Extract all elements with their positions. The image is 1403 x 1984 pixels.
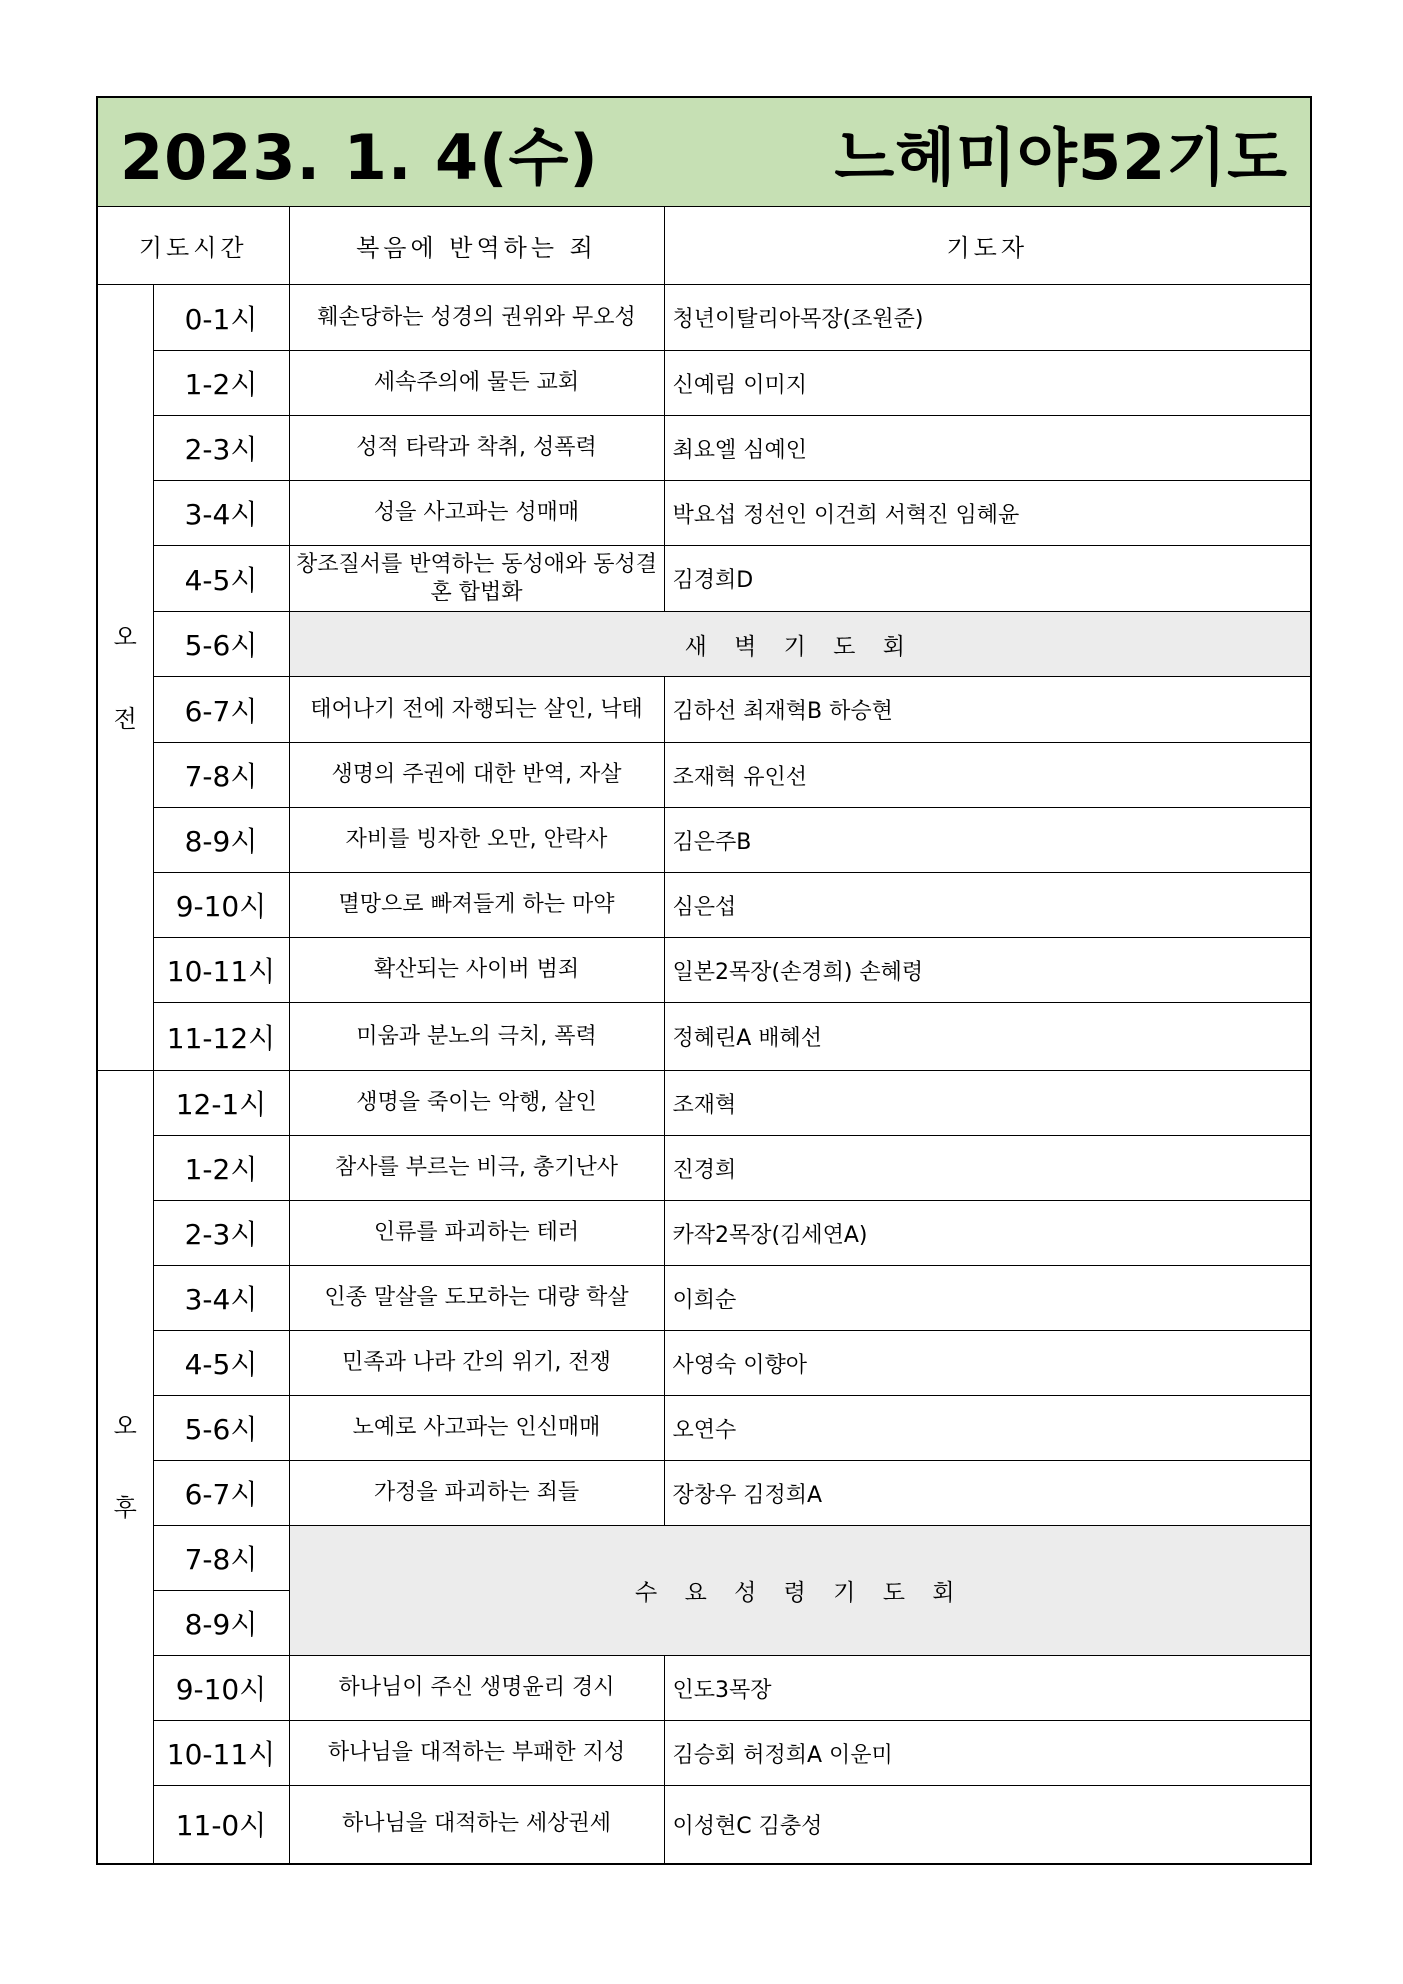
prayer-cell: 정혜린A 배혜선	[664, 1003, 1311, 1071]
time-cell: 11-12시	[153, 1003, 289, 1071]
sin-cell: 참사를 부르는 비극, 총기난사	[289, 1136, 664, 1201]
sin-cell: 자비를 빙자한 오만, 안락사	[289, 808, 664, 873]
sin-cell: 노예로 사고파는 인신매매	[289, 1396, 664, 1461]
time-cell: 11-0시	[153, 1786, 289, 1864]
period-char: 오	[113, 1411, 137, 1440]
sin-cell: 생명을 죽이는 악행, 살인	[289, 1071, 664, 1136]
schedule-row	[97, 1136, 1311, 1201]
schedule-row	[97, 938, 1311, 1003]
prayer-cell: 장창우 김정희A	[664, 1461, 1311, 1526]
sin-cell: 민족과 나라 간의 위기, 전쟁	[289, 1331, 664, 1396]
schedule-row	[97, 743, 1311, 808]
event-cell: 수 요 성 령 기 도 회	[289, 1526, 1311, 1656]
schedule-row	[97, 285, 1311, 351]
time-cell: 1-2시	[153, 351, 289, 416]
prayer-cell: 청년이탈리아목장(조원준)	[664, 285, 1311, 351]
time-cell: 9-10시	[153, 1656, 289, 1721]
prayer-cell: 김승회 허정희A 이운미	[664, 1721, 1311, 1786]
schedule-row	[97, 1526, 1311, 1591]
schedule-row	[97, 612, 1311, 677]
time-cell: 10-11시	[153, 1721, 289, 1786]
sin-cell: 성을 사고파는 성매매	[289, 481, 664, 546]
time-cell: 8-9시	[153, 1591, 289, 1656]
time-cell: 7-8시	[153, 1526, 289, 1591]
title-cell	[97, 97, 1311, 207]
time-cell: 7-8시	[153, 743, 289, 808]
time-cell: 6-7시	[153, 1461, 289, 1526]
sin-cell: 생명의 주권에 대한 반역, 자살	[289, 743, 664, 808]
prayer-cell: 오연수	[664, 1396, 1311, 1461]
header-row	[97, 207, 1311, 285]
prayer-cell: 카작2목장(김세연A)	[664, 1201, 1311, 1266]
title-row	[97, 97, 1311, 207]
sin-cell: 미움과 분노의 극치, 폭력	[289, 1003, 664, 1071]
schedule-row	[97, 1201, 1311, 1266]
time-cell: 2-3시	[153, 1201, 289, 1266]
prayer-cell: 김은주B	[664, 808, 1311, 873]
sin-cell: 하나님이 주신 생명윤리 경시	[289, 1656, 664, 1721]
time-cell: 4-5시	[153, 1331, 289, 1396]
time-cell: 12-1시	[153, 1071, 289, 1136]
time-cell: 0-1시	[153, 285, 289, 351]
header-sin: 복음에 반역하는 죄	[289, 207, 664, 285]
schedule-row	[97, 1786, 1311, 1864]
schedule-row	[97, 481, 1311, 546]
schedule-row	[97, 1331, 1311, 1396]
title-name: 느헤미야52기도	[834, 120, 1289, 194]
time-cell: 8-9시	[153, 808, 289, 873]
time-cell: 1-2시	[153, 1136, 289, 1201]
prayer-cell: 심은섭	[664, 873, 1311, 938]
sin-cell: 하나님을 대적하는 부패한 지성	[289, 1721, 664, 1786]
time-cell: 3-4시	[153, 1266, 289, 1331]
sin-cell: 태어나기 전에 자행되는 살인, 낙태	[289, 677, 664, 743]
header-prayer: 기도자	[664, 207, 1311, 285]
event-cell: 새 벽 기 도 회	[289, 612, 1311, 677]
title-date: 2023. 1. 4(수)	[120, 120, 599, 194]
sin-cell: 가정을 파괴하는 죄들	[289, 1461, 664, 1526]
prayer-cell: 조재혁	[664, 1071, 1311, 1136]
schedule-row	[97, 546, 1311, 612]
prayer-cell: 조재혁 유인선	[664, 743, 1311, 808]
sin-cell: 인종 말살을 도모하는 대량 학살	[289, 1266, 664, 1331]
schedule-row	[97, 873, 1311, 938]
time-cell: 3-4시	[153, 481, 289, 546]
prayer-cell: 신예림 이미지	[664, 351, 1311, 416]
sin-cell: 하나님을 대적하는 세상권세	[289, 1786, 664, 1864]
time-cell: 4-5시	[153, 546, 289, 612]
sin-cell: 창조질서를 반역하는 동성애와 동성결혼 합법화	[289, 546, 664, 612]
period-char: 전	[113, 704, 137, 733]
prayer-cell: 진경희	[664, 1136, 1311, 1201]
period-label-pm	[97, 1071, 153, 1864]
schedule-row	[97, 808, 1311, 873]
schedule-row	[97, 351, 1311, 416]
prayer-cell: 일본2목장(손경희) 손혜령	[664, 938, 1311, 1003]
prayer-cell: 박요섭 정선인 이건희 서혁진 임혜윤	[664, 481, 1311, 546]
time-cell: 6-7시	[153, 677, 289, 743]
period-label-am	[97, 285, 153, 1071]
schedule-row	[97, 1003, 1311, 1071]
time-cell: 5-6시	[153, 1396, 289, 1461]
sin-cell: 멸망으로 빠져들게 하는 마약	[289, 873, 664, 938]
time-cell: 10-11시	[153, 938, 289, 1003]
prayer-cell: 김하선 최재혁B 하승현	[664, 677, 1311, 743]
header-time: 기도시간	[97, 207, 289, 285]
schedule-row	[97, 1721, 1311, 1786]
sin-cell: 확산되는 사이버 범죄	[289, 938, 664, 1003]
prayer-cell: 김경희D	[664, 546, 1311, 612]
schedule-row	[97, 1266, 1311, 1331]
prayer-cell: 인도3목장	[664, 1656, 1311, 1721]
prayer-schedule-table	[96, 96, 1312, 1865]
prayer-cell: 사영숙 이향아	[664, 1331, 1311, 1396]
schedule-row	[97, 1461, 1311, 1526]
sin-cell: 세속주의에 물든 교회	[289, 351, 664, 416]
time-cell: 9-10시	[153, 873, 289, 938]
time-cell: 5-6시	[153, 612, 289, 677]
prayer-cell: 최요엘 심예인	[664, 416, 1311, 481]
prayer-cell: 이희순	[664, 1266, 1311, 1331]
prayer-cell: 이성현C 김충성	[664, 1786, 1311, 1864]
time-cell: 2-3시	[153, 416, 289, 481]
schedule-row	[97, 677, 1311, 743]
schedule-row	[97, 1071, 1311, 1136]
sin-cell: 인류를 파괴하는 테러	[289, 1201, 664, 1266]
schedule-row	[97, 1396, 1311, 1461]
period-char: 후	[113, 1493, 137, 1522]
sin-cell: 훼손당하는 성경의 권위와 무오성	[289, 285, 664, 351]
schedule-row	[97, 1656, 1311, 1721]
period-char: 오	[113, 622, 137, 651]
sin-cell: 성적 타락과 착취, 성폭력	[289, 416, 664, 481]
schedule-row	[97, 416, 1311, 481]
